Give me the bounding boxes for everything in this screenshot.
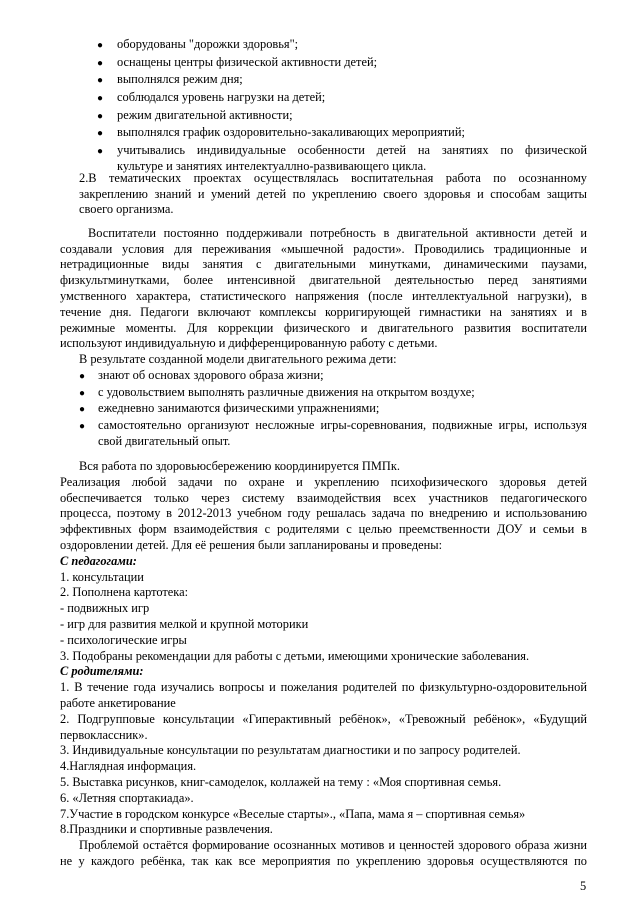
list-item: 4.Наглядная информация.	[60, 759, 197, 774]
pmpk-line: Вся работа по здоровьюсбережению координируется ПМПк.	[79, 458, 400, 473]
list-item: - психологические игры	[60, 632, 187, 647]
list-item: 6. «Летняя спортакиада».	[60, 790, 194, 805]
list-item: 8.Праздники и спортивные развлечения.	[60, 822, 273, 837]
bullet-icon: ●	[79, 421, 86, 432]
list-item: - подвижных игр	[60, 601, 150, 616]
bullet-icon: ●	[97, 110, 104, 122]
numbered-paragraph: 2.В тематических проектах осуществлялась воспитательная работа по осознанному	[79, 170, 587, 185]
page-number: 5	[580, 879, 587, 893]
bullet-icon: ●	[97, 128, 104, 140]
bullet-icon: ●	[97, 39, 104, 51]
list-item: режим двигательной активности;	[117, 107, 293, 122]
list-item: выполнялся режим дня;	[117, 72, 243, 87]
paragraph-line: физкультминутками, более интенсивной двигательной деятельностью перед занятиями	[60, 273, 587, 288]
bullet-icon: ●	[97, 145, 104, 157]
paragraph-line: обеспечивается только через систему взаимодействия всех участников педагогического	[60, 490, 587, 505]
list-item: 5. Выставка рисунков, книг-самоделок, коллажей на тему : «Моя спортивная семья.	[60, 774, 502, 789]
list-item: - игр для развития мелкой и крупной моторики	[60, 616, 309, 631]
paragraph-line: умственного характера, статистического напряжения (после интеллектуальной нагрузки), в	[60, 288, 587, 303]
list-item: с удовольствием выполнять различные движения на открытом воздухе;	[98, 384, 475, 399]
result-intro: В результате созданной модели двигательного режима дети:	[79, 352, 397, 367]
numbered-paragraph: закреплению знаний и умений детей по укреплению своего здоровья и способам защиты	[79, 186, 587, 201]
teachers-heading: С педагогами:	[60, 553, 137, 568]
list-item: 1. консультации	[60, 569, 144, 584]
list-item-continuation: свой двигательный опыт.	[98, 433, 231, 448]
bullet-icon: ●	[97, 75, 104, 87]
list-item: 2. Подгрупповые консультации «Гиперактивный ребёнок», «Тревожный ребёнок», «Будущий	[60, 711, 587, 726]
bullet-icon: ●	[79, 370, 86, 382]
bullet-icon: ●	[79, 404, 86, 416]
paragraph-line: Реализация любой задачи по охране и укреплению психофизического здоровья детей	[60, 474, 587, 489]
paragraph-line: создавали условия для переживания «мышечной радости». Проводились традиционные и	[60, 241, 587, 256]
bullet-icon: ●	[97, 92, 104, 104]
paragraph-line: не у каждого ребёнка, так как все мероприятия по укреплению здоровья осуществляются по	[60, 853, 587, 868]
paragraph-line: Воспитатели постоянно поддерживали потребность в двигательной активности детей и	[88, 225, 587, 240]
list-item: 2. Пополнена картотека:	[60, 585, 189, 600]
list-item: 3. Подобраны рекомендации для работы с детьми, имеющими хронические заболевания.	[60, 648, 530, 663]
paragraph-line: оздоровлении детей. Для её решения были запланированы и проведены:	[60, 537, 443, 552]
list-item: самостоятельно организуют несложные игры-соревнования, подвижные игры, используя	[98, 418, 587, 432]
list-item: 1. В течение года изучались вопросы и пожелания родителей по физкультурно-оздоровительной	[60, 680, 587, 695]
list-item: выполнялся график оздоровительно-закаливающих мероприятий;	[117, 125, 465, 140]
list-item: знают об основах здорового образа жизни;	[98, 367, 324, 382]
list-item: оснащены центры физической активности детей;	[117, 54, 378, 69]
list-item: оборудованы "дорожки здоровья";	[117, 37, 299, 51]
list-item: ежедневно занимаются физическими упражнениями;	[98, 401, 380, 416]
paragraph-line: режимные моменты. Для коррекции физического и двигательного развития воспитатели	[60, 320, 587, 335]
paragraph-line: эффективных форм взаимодействия с родителями с целью преемственности ДОУ и семьи в	[60, 522, 587, 537]
bullet-icon: ●	[79, 387, 86, 399]
list-item: 7.Участие в городском конкурсе «Веселые старты»., «Папа, мама я – спортивная семья»	[60, 806, 526, 821]
list-item-continuation: первоклассник».	[60, 727, 148, 742]
list-item-continuation: культуре и занятиях интелектуаллно-развивающего цикла.	[117, 158, 427, 173]
paragraph-line: используют индивидуальную и дифференцированную работу с детьми.	[60, 336, 438, 351]
parents-heading: С родителями:	[60, 664, 144, 679]
list-item-continuation: работе анкетирование	[60, 695, 176, 710]
paragraph-line: Проблемой остаётся формирование осознанных мотивов и ценностей здорового образа жизни	[79, 838, 587, 853]
paragraph-line: процесса, поэтому в 2012-2013 учебном году решалась задача по внедрению и использованию	[60, 506, 587, 521]
paragraph-line: нетрадиционные виды занятия с двигательными минутками, динамическими паузами,	[60, 257, 587, 272]
paragraph-line: течение дня. Педагоги включают комплексы корригирующей гимнастики на занятиях и в	[60, 304, 587, 319]
list-item: 3. Индивидуальные консультации по результатам диагностики и по запросу родителей.	[60, 743, 521, 758]
list-item: учитывались индивидуальные особенности детей на занятиях по физической	[117, 142, 587, 157]
bullet-icon: ●	[97, 57, 104, 69]
list-item: соблюдался уровень нагрузки на детей;	[117, 90, 326, 104]
numbered-paragraph: своего организма.	[79, 202, 174, 217]
